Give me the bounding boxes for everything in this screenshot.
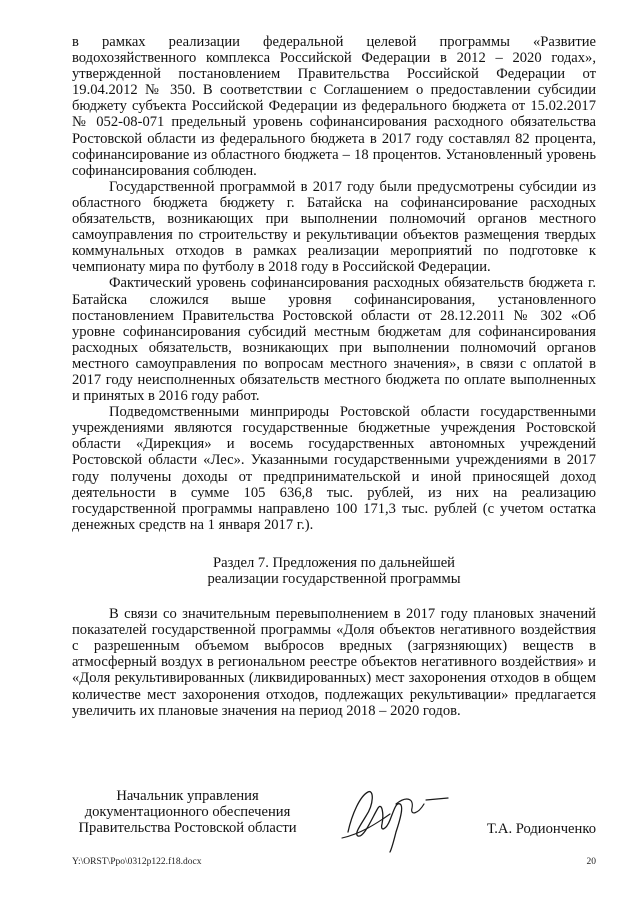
position-line-2: документационного обеспечения: [84, 804, 291, 821]
file-path: Y:\ORST\Ppo\0312p122.f18.docx: [72, 857, 202, 867]
signatory-name: Т.А. Родионченко: [486, 821, 596, 837]
signature-block: [0, 788, 640, 848]
position-line-3: Правительства Ростовской области: [78, 820, 297, 837]
section-heading-line-2: реализации государственной программы: [207, 571, 461, 587]
handwritten-signature: [330, 774, 460, 854]
signatory-position: [70, 788, 305, 836]
paragraph-cofinancing-level: Фактический уровень софинансирования расходных обязательств бюджета г. Батайска сложился выше уровня софинансирования, установленного постановлением Правительства Ростовской области от 28.12.2011 № 302 «Об уровне софинансирования субсидий местным бюджетам для софинансирования расходных обязательств, возникающих при выполнении полномочий органов местного самоуправления по вопросам местного значения», в связи с оплатой в 2017 году неисполненных обязательств местного бюджета по оплате выполненных и принятых в 2016 году работ.: [72, 275, 596, 405]
paragraph-subsidies-batajsk: Государственной программой в 2017 году были предусмотрены субсидии из областного бюджета бюджету г. Батайска на софинансирование расходных обязательств, возникающих при выполнении полномочий органов местного самоуправления по строительству и рекультивации объектов размещения твердых коммунальных отходов в рамках реализации мероприятий по подготовке к чемпионату мира по футболу в 2018 году в Российской Федерации.: [72, 178, 596, 276]
page-number: 20: [586, 857, 596, 867]
section-heading-line-1: Раздел 7. Предложения по дальнейшей: [213, 554, 455, 571]
document-body: [72, 34, 596, 719]
paragraph-proposals: В связи со значительным перевыполнением в 2017 году плановых значений показателей государственной программы «Доля объектов негативного воздействия с разрешенным объемом выбросов вредных (загрязняющих) веществ в атмосферный воздух в региональном реестре объектов негативного воздействия» и «Доля рекультивированных (ликвидированных) мест захоронения отходов в общем количестве мест захоронения отходов, подлежащих рекультивации» предлагается увеличить их плановые значения на период 2018 – 2020 годов.: [72, 606, 596, 719]
section-heading: [72, 555, 596, 587]
paragraph-continuation: в рамках реализации федеральной целевой программы «Развитие водохозяйственного комплекса Российской Федерации в 2012 – 2020 годах», утвержденной постановлением Правительства Российской Федерации от 19.04.2012 № 350. В соответствии с Соглашением о предоставлении субсидии бюджету субъекта Российской Федерации из федерального бюджета от 15.02.2017 № 052-08-071 предельный уровень софинансирования расходного обязательства Ростовской области из федерального бюджета в 2017 году составлял 82 процента, софинансирование из областного бюджета – 18 процентов. Установленный уровень софинансирования соблюден.: [72, 34, 596, 179]
paragraph-subordinate-institutions: Подведомственными минприроды Ростовской области государственными учреждениями являются государственные бюджетные учреждения Ростовской области «Дирекция» и восемь государственных автономных учреждений Ростовской области «Лес». Указанными государственными учреждениями в 2017 году получены доходы от предпринимательской и иной приносящей доход деятельности в сумме 105 636,8 тыс. рублей, из них на реализацию государственной программы направлено 100 171,3 тыс. рублей (с учетом остатка денежных средств на 1 января 2017 г.).: [72, 404, 596, 533]
position-line-1: Начальник управления: [116, 788, 259, 804]
